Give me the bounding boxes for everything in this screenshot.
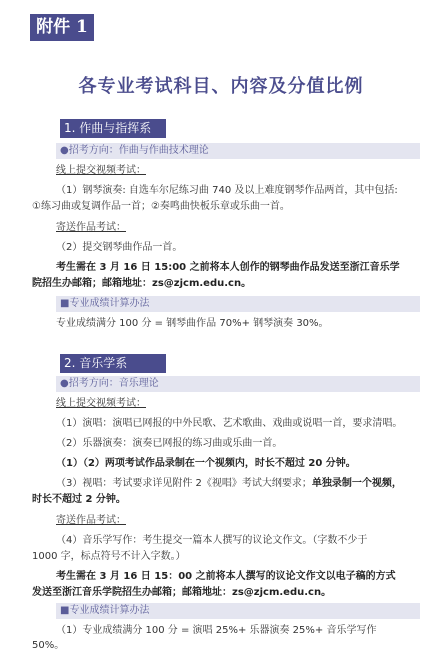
submission-notice-line1: 考生需在 3 月 16 日 15：00 之前将本人撰写的议论文作文以电子稿的方式 bbox=[56, 571, 396, 582]
essay-item-line1: （4）音乐学写作：考生提交一篇本人撰写的议论文作文。（字数不少于 bbox=[56, 535, 368, 546]
score-method-bar: ■专业成绩计算办法 bbox=[56, 296, 420, 312]
sight-singing-line2: 时长不超过 2 分钟。 bbox=[32, 494, 126, 505]
combined-video-rule: （1）（2）两项考试作品录制在一个视频内，时长不超过 20 分钟。 bbox=[56, 458, 356, 469]
document-title: 各专业考试科目、内容及分值比例 bbox=[78, 76, 364, 97]
score-formula-line2: 50%。 bbox=[32, 640, 65, 651]
sight-singing-bold: 单独录制一个视频， bbox=[311, 478, 402, 489]
submission-notice-line2: 院招生办邮箱；邮箱地址：zs@zjcm.edu.cn。 bbox=[32, 278, 252, 289]
section-heading-composition: 1. 作曲与指挥系 bbox=[60, 119, 166, 138]
submission-notice-line2: 发送至浙江音乐学院招生办邮箱；邮箱地址：zs@zjcm.edu.cn。 bbox=[32, 587, 332, 598]
direction-bar: ●招考方向：音乐理论 bbox=[56, 376, 420, 392]
mail-works-title: 寄送作品考试： bbox=[56, 515, 126, 526]
annex-tag: 附件 1 bbox=[30, 14, 94, 41]
score-formula: 专业成绩满分 100 分 = 钢琴曲作品 70%+ 钢琴演奏 30%。 bbox=[56, 318, 329, 329]
section-heading-musicology: 2. 音乐学系 bbox=[60, 354, 166, 373]
online-video-title: 线上提交视频考试： bbox=[56, 165, 146, 176]
mail-works-title: 寄送作品考试： bbox=[56, 222, 126, 233]
essay-item-line2: 1000 字，标点符号不计入字数。） bbox=[32, 551, 186, 562]
score-method-bar: ■专业成绩计算办法 bbox=[56, 603, 420, 619]
instrument-item: （2）乐器演奏：演奏已网报的练习曲或乐曲一首。 bbox=[56, 438, 283, 449]
direction-bar: ●招考方向：作曲与作曲技术理论 bbox=[56, 143, 420, 159]
submission-notice-line1: 考生需在 3 月 16 日 15:00 之前将本人创作的钢琴曲作品发送至浙江音乐学 bbox=[56, 262, 400, 273]
piano-requirement-line2: ①练习曲或复调作品一首；②奏鸣曲快板乐章或乐曲一首。 bbox=[32, 201, 290, 212]
sight-singing-text: （3）视唱：考试要求详见附件 2《视唱》考试大纲要求； bbox=[56, 478, 312, 489]
score-formula-line1: （1）专业成绩满分 100 分 = 演唱 25%+ 乐器演奏 25%+ 音乐学写作 bbox=[56, 625, 377, 636]
sight-singing-line1 bbox=[56, 477, 402, 491]
online-video-title: 线上提交视频考试： bbox=[56, 398, 146, 409]
piano-requirement-line1: （1）钢琴演奏: 自选车尔尼练习曲 740 及以上难度钢琴作品两首，其中包括: bbox=[56, 185, 398, 196]
singing-item: （1）演唱：演唱已网报的中外民歌、艺术歌曲、戏曲或说唱一首，要求清唱。 bbox=[56, 418, 403, 429]
mail-work-item: （2）提交钢琴曲作品一首。 bbox=[56, 242, 183, 253]
